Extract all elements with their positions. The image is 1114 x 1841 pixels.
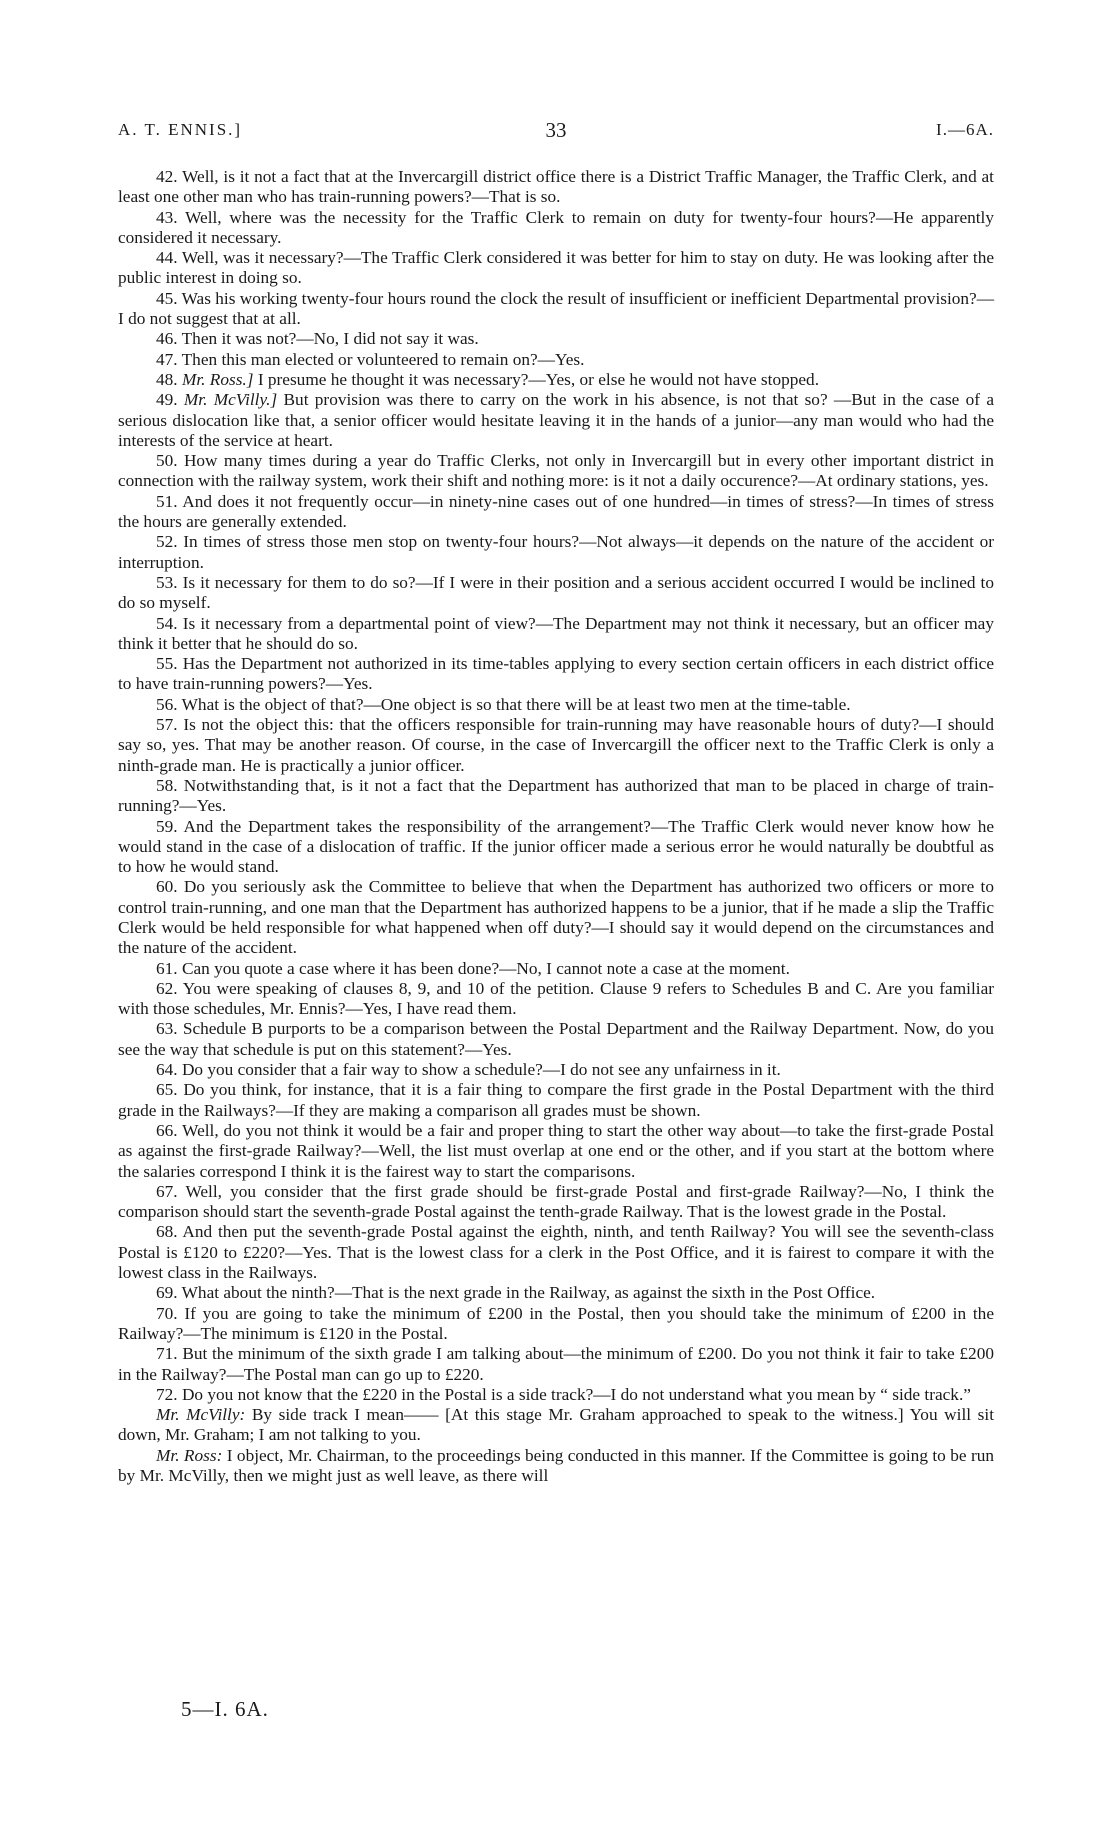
paragraph-text: Then this man elected or volunteered to remain on?—Yes. bbox=[181, 349, 585, 369]
paragraph-text: Well, was it necessary?—The Traffic Clerk considered it was better for him to stay on duty. He was looking after the public interest in doing so. bbox=[118, 248, 995, 288]
question-number: 63. bbox=[156, 1019, 178, 1039]
question-number: 52. bbox=[156, 532, 178, 552]
question-paragraph bbox=[118, 654, 994, 695]
page-header bbox=[118, 120, 994, 144]
paragraph-text: And the Department takes the responsibility of the arrangement?—The Traffic Clerk would never know how he would stand in the case of a dislocation of traffic. If the junior officer made a serious error he would naturally be doubtful as to how he would stand. bbox=[118, 816, 995, 877]
question-paragraph bbox=[118, 1304, 994, 1345]
question-paragraph bbox=[118, 1222, 994, 1283]
question-paragraph bbox=[118, 329, 994, 349]
paragraph-text: How many times during a year do Traffic Clerks, not only in Invercargill but in every other important district in connection with the railway system, work their shift and nothing more: is it not a daily occurence?—At ordinary stations, yes. bbox=[118, 451, 994, 491]
question-paragraph bbox=[118, 492, 994, 533]
question-number: 64. bbox=[156, 1060, 178, 1080]
question-number: 50. bbox=[156, 451, 178, 471]
speaker-name: Mr. Ross: bbox=[156, 1445, 223, 1465]
question-paragraph bbox=[118, 1182, 994, 1223]
question-paragraph bbox=[118, 167, 994, 208]
question-number: 69. bbox=[156, 1283, 178, 1303]
paragraph-text: You were speaking of clauses 8, 9, and 10 of the petition. Clause 9 refers to Schedules B and C. Are you familiar with those schedules, Mr. Ennis?—Yes, I have read them. bbox=[118, 978, 994, 1019]
paragraph-text: Well, you consider that the first grade should be first-grade Postal and first-grade Railway?—No, I think the comparison should start the seventh-grade Postal against the tenth-grade Railway. That is the lowest grade in the Postal. bbox=[118, 1181, 994, 1222]
question-number: 43. bbox=[156, 207, 178, 227]
question-number: 67. bbox=[156, 1181, 178, 1201]
question-paragraph bbox=[118, 451, 994, 492]
running-head-right: I.—6A. bbox=[936, 120, 994, 139]
question-number: 65. bbox=[156, 1080, 178, 1100]
running-head-left: A. T. ENNIS.] bbox=[118, 120, 243, 139]
question-number: 60. bbox=[156, 877, 178, 897]
question-paragraph bbox=[118, 573, 994, 614]
paragraph-text: Schedule B purports to be a comparison between the Postal Department and the Railway Department. Now, do you see the way that schedule is put on this statement?—Yes. bbox=[118, 1019, 994, 1059]
question-number: 49. bbox=[156, 390, 178, 410]
paragraph-text: Well, is it not a fact that at the Invercargill district office there is a District Traffic Manager, the Traffic Clerk, and at least one other man who has train-running powers?—That is so. bbox=[118, 167, 994, 207]
paragraph-text: I presume he thought it was necessary?—Yes, or else he would not have stopped. bbox=[257, 369, 820, 389]
paragraph-text: In times of stress those men stop on twenty-four hours?—Not always—it depends on the nature of the accident or interruption. bbox=[118, 532, 994, 572]
paragraph-text: Well, where was the necessity for the Traffic Clerk to remain on duty for twenty-four hours?—He apparently considered it necessary. bbox=[118, 207, 994, 247]
question-paragraph bbox=[118, 532, 994, 573]
question-paragraph bbox=[118, 715, 994, 776]
page-number: 33 bbox=[545, 118, 567, 142]
question-paragraph bbox=[118, 390, 994, 451]
question-number: 59. bbox=[156, 816, 178, 836]
question-number: 72. bbox=[156, 1384, 178, 1404]
question-paragraph bbox=[118, 959, 994, 979]
question-number: 46. bbox=[156, 329, 178, 349]
question-number: 58. bbox=[156, 775, 178, 795]
paragraph-text: Then it was not?—No, I did not say it was. bbox=[181, 329, 479, 349]
paragraph-text: But provision was there to carry on the work in his absence, is not that so? —But in the case of a serious dislocation like that, a senior officer would hesitate leaving it in the hands of a junior—any man would who had the interests of the service at heart. bbox=[118, 390, 994, 450]
paragraph-text: What is the object of that?—One object is so that there will be at least two men at the time-table. bbox=[181, 694, 851, 714]
question-paragraph bbox=[118, 208, 994, 249]
question-number: 66. bbox=[156, 1120, 178, 1140]
paragraph-text: By side track I mean—— [At this stage Mr. Graham approached to speak to the witness.] You will sit down, Mr. Graham; I am not talking to you. bbox=[118, 1405, 994, 1445]
question-paragraph bbox=[118, 1121, 994, 1182]
paragraph-text: And does it not frequently occur—in ninety-nine cases out of one hundred—in times of stress?—In times of stress the hours are generally extended. bbox=[118, 491, 994, 532]
question-paragraph bbox=[118, 370, 994, 390]
paragraph-text: But the minimum of the sixth grade I am talking about—the minimum of £200. Do you not think it fair to take £200 in the Railway?—The Postal man can go up to £220. bbox=[118, 1344, 994, 1384]
question-number: 44. bbox=[156, 248, 178, 268]
signature-mark: 5—I. 6A. bbox=[181, 1697, 269, 1721]
question-number: 71. bbox=[156, 1344, 178, 1364]
question-number: 51. bbox=[156, 491, 178, 511]
question-paragraph bbox=[118, 877, 994, 958]
paragraph-text: Is not the object this: that the officers responsible for train-running may have reasonable hours of duty?—I should say so, yes. That may be another reason. Of course, in the case of Invercargill the officer next to the Traffic Clerk is only a ninth-grade man. He is practically a junior officer. bbox=[118, 715, 994, 775]
question-paragraph bbox=[118, 1080, 994, 1121]
question-number: 53. bbox=[156, 572, 178, 592]
question-number: 54. bbox=[156, 613, 178, 633]
question-paragraph bbox=[118, 289, 994, 330]
paragraph-text: Is it necessary for them to do so?—If I were in their position and a serious accident occurred I would be inclined to do so myself. bbox=[118, 572, 994, 613]
paragraph-text: Is it necessary from a departmental point of view?—The Department may not think it necessary, but an officer may think it better that he should do so. bbox=[118, 613, 994, 653]
paragraph-text: Do you not know that the £220 in the Postal is a side track?—I do not understand what you mean by “ side track.” bbox=[181, 1384, 971, 1404]
paragraph-text: What about the ninth?—That is the next grade in the Railway, as against the sixth in the Post Office. bbox=[181, 1283, 876, 1303]
paragraph-text: Was his working twenty-four hours round the clock the result of insufficient or inefficient Departmental provision?—I do not suggest that at all. bbox=[118, 288, 995, 329]
question-number: 70. bbox=[156, 1303, 178, 1323]
question-paragraph bbox=[118, 776, 994, 817]
paragraph-text: I object, Mr. Chairman, to the proceedings being conducted in this manner. If the Committee is going to be run by Mr. McVilly, then we might just as well leave, as there will bbox=[118, 1445, 994, 1485]
paragraph-text: And then put the seventh-grade Postal against the eighth, ninth, and tenth Railway? You will see the seventh-class Postal is £120 to £220?—Yes. That is the lowest class for a clerk in the Post Office, and it is fairest to compare it with the lowest class in the Railways. bbox=[118, 1222, 994, 1283]
question-paragraph bbox=[118, 1385, 994, 1405]
paragraph-text: Well, do you not think it would be a fair and proper thing to start the other way about—to take the first-grade Postal as against the first-grade Railway?—Well, the list must overlap at one end or the other, and if you start at the bottom where the salaries correspond I think it is the fairest way to start the comparisons. bbox=[118, 1120, 994, 1181]
paragraph-text: Do you seriously ask the Committee to believe that when the Department has authorized two officers or more to control train-running, and one man that the Department has authorized happens to be a junior, that if he made a slip the Traffic Clerk would be held responsible for what happened when off duty?—I should say it would depend on the circumstances and the nature of the accident. bbox=[118, 877, 994, 958]
question-number: 61. bbox=[156, 958, 178, 978]
question-paragraph bbox=[118, 817, 994, 878]
paragraph-text: If you are going to take the minimum of £200 in the Postal, then you should take the minimum of £200 in the Railway?—The minimum is £120 in the Postal. bbox=[118, 1303, 994, 1343]
testimony-body bbox=[118, 167, 994, 1486]
question-number: 56. bbox=[156, 694, 178, 714]
question-paragraph bbox=[118, 1405, 994, 1446]
question-paragraph bbox=[118, 1060, 994, 1080]
paragraph-text: Do you consider that a fair way to show a schedule?—I do not see any unfairness in it. bbox=[181, 1060, 781, 1080]
question-number: 45. bbox=[156, 288, 178, 308]
question-number: 55. bbox=[156, 654, 178, 674]
question-number: 62. bbox=[156, 978, 178, 998]
paragraph-text: Has the Department not authorized in its time-tables applying to every section certain officers in each district office to have train-running powers?—Yes. bbox=[118, 654, 994, 694]
question-paragraph bbox=[118, 979, 994, 1020]
question-paragraph bbox=[118, 1283, 994, 1303]
question-paragraph bbox=[118, 350, 994, 370]
question-number: 68. bbox=[156, 1222, 178, 1242]
paragraph-text: Do you think, for instance, that it is a fair thing to compare the first grade in the Postal Department with the third grade in the Railways?—If they are making a comparison all grades must be shown. bbox=[118, 1080, 994, 1120]
question-paragraph bbox=[118, 695, 994, 715]
question-paragraph bbox=[118, 1446, 994, 1487]
question-number: 42. bbox=[156, 167, 178, 186]
question-number: 47. bbox=[156, 349, 178, 369]
question-paragraph bbox=[118, 1344, 994, 1385]
question-paragraph bbox=[118, 248, 994, 289]
question-number: 57. bbox=[156, 715, 178, 735]
speaker-name: Mr. McVilly: bbox=[156, 1405, 246, 1425]
paragraph-text: Notwithstanding that, is it not a fact that the Department has authorized that man to be placed in charge of train-running?—Yes. bbox=[118, 775, 994, 816]
paragraph-text: Can you quote a case where it has been done?—No, I cannot note a case at the moment. bbox=[181, 958, 790, 978]
speaker-name: Mr. McVilly.] bbox=[183, 390, 278, 410]
question-number: 48. bbox=[156, 369, 178, 389]
question-paragraph bbox=[118, 614, 994, 655]
question-paragraph bbox=[118, 1019, 994, 1060]
speaker-name: Mr. Ross.] bbox=[181, 369, 254, 389]
